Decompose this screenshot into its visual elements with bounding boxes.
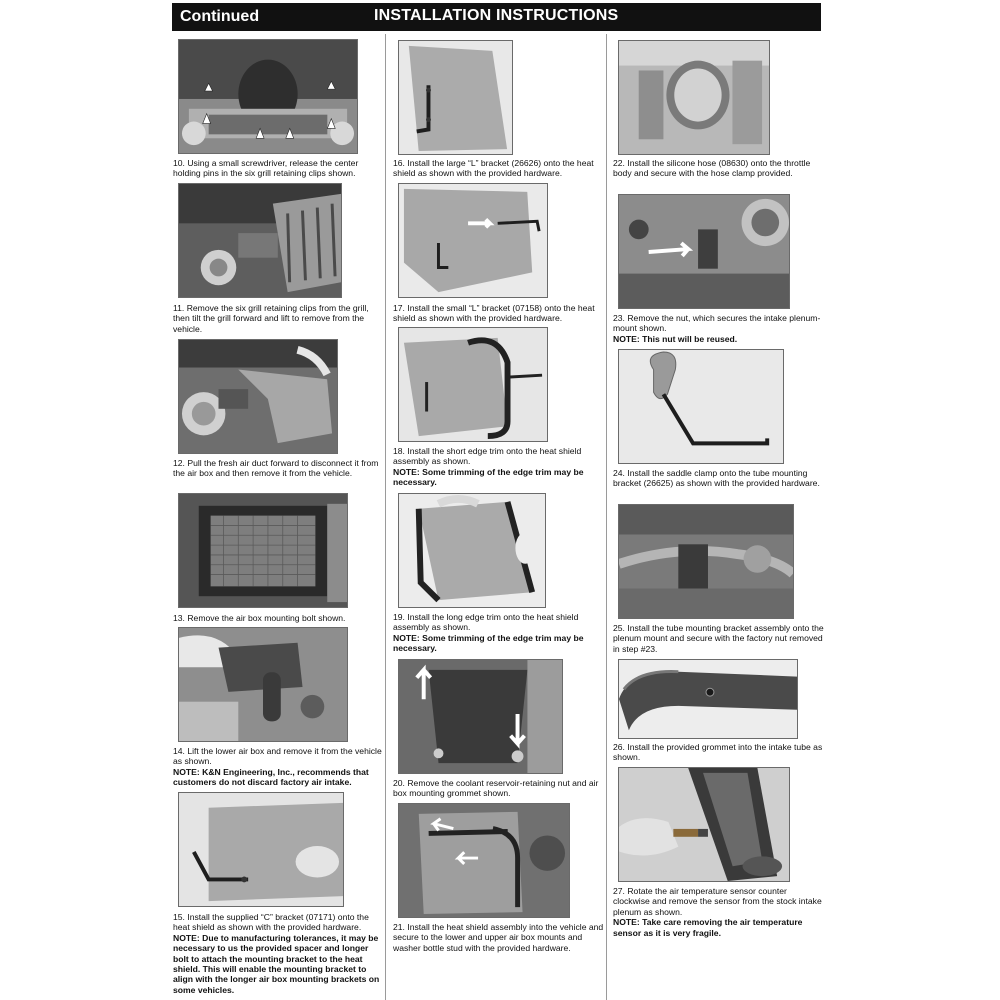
continued-label: Continued: [180, 8, 260, 25]
step-12-text: 12. Pull the fresh air duct forward to disconnect it from the air box and then remove it from the vehicle.: [173, 458, 379, 479]
step-22-photo: [618, 40, 770, 155]
step-23-photo: [618, 194, 790, 309]
step-26-caption: [613, 742, 825, 763]
step-14-photo: [178, 627, 348, 742]
step-18-text: 18. Install the short edge trim onto the heat shield assembly as shown.: [393, 446, 582, 467]
step-18-caption: [393, 446, 605, 488]
step-19-note: NOTE: Some trimming of the edge trim may be necessary.: [393, 632, 584, 654]
step-27-text: 27. Rotate the air temperature sensor counter clockwise and remove the sensor from the stock intake plenum as shown.: [613, 886, 822, 917]
step-24-caption: [613, 468, 825, 489]
step-19-photo: [398, 493, 546, 608]
step-13-photo: [178, 493, 348, 608]
step-19-text: 19. Install the long edge trim onto the heat shield assembly as shown.: [393, 612, 579, 633]
step-11-caption: [173, 303, 385, 334]
step-16-text: 16. Install the large “L” bracket (26626) onto the heat shield as shown with the provided hardware.: [393, 158, 594, 179]
step-15-text: 15. Install the supplied “C” bracket (07171) onto the heat shield as shown with the provided hardware.: [173, 912, 369, 933]
step-12-photo: [178, 339, 338, 454]
step-17-caption: [393, 303, 605, 324]
step-22-caption: [613, 158, 825, 179]
step-15-note: NOTE: Due to manufacturing tolerances, it may be necessary to us the provided spacer and longer bolt to attach the mounting bracket to the heat shield. This will enable the mounting bracket to align with the longer air box mounting brackets on some vehicles.: [173, 932, 380, 995]
step-21-caption: [393, 922, 605, 953]
step-23-note: NOTE: This nut will be reused.: [613, 333, 738, 344]
column-divider: [606, 34, 607, 1000]
step-26-photo: [618, 659, 798, 739]
step-25-text: 25. Install the tube mounting bracket assembly onto the plenum mount and secure with the factory nut removed in step #23.: [613, 623, 824, 654]
step-16-caption: [393, 158, 605, 179]
step-25-photo: [618, 504, 794, 619]
step-10-caption: [173, 158, 385, 179]
step-16-photo: [398, 40, 513, 155]
step-17-text: 17. Install the small “L” bracket (07158) onto the heat shield as shown with the provided hardware.: [393, 303, 595, 324]
column-divider: [385, 34, 386, 1000]
step-25-caption: [613, 623, 825, 654]
step-11-text: 11. Remove the six grill retaining clips from the grill, then tilt the grill forward and lift to remove from the vehicle.: [173, 303, 369, 334]
step-20-text: 20. Remove the coolant reservoir-retaining nut and air box mounting grommet shown.: [393, 778, 599, 799]
step-13-caption: [173, 613, 385, 623]
step-14-text: 14. Lift the lower air box and remove it from the vehicle as shown.: [173, 746, 382, 767]
step-18-note: NOTE: Some trimming of the edge trim may be necessary.: [393, 466, 584, 488]
step-22-text: 22. Install the silicone hose (08630) onto the throttle body and secure with the hose clamp provided.: [613, 158, 811, 179]
step-26-text: 26. Install the provided grommet into the intake tube as shown.: [613, 742, 823, 763]
header-bar: [172, 3, 821, 31]
step-10-photo: [178, 39, 358, 154]
step-14-caption: [173, 746, 385, 788]
step-20-caption: [393, 778, 605, 799]
step-24-text: 24. Install the saddle clamp onto the tube mounting bracket (26625) as shown with the provided hardware.: [613, 468, 820, 489]
step-21-text: 21. Install the heat shield assembly into the vehicle and secure to the lower and upper air box mounts and washer bottle stud with the provided hardware.: [393, 922, 604, 953]
step-15-photo: [178, 792, 344, 907]
step-23-text: 23. Remove the nut, which secures the intake plenum-mount shown.: [613, 313, 821, 334]
step-24-photo: [618, 349, 784, 464]
step-14-note: NOTE: K&N Engineering, Inc., recommends that customers do not discard factory air intake.: [173, 766, 369, 788]
step-19-caption: [393, 612, 605, 654]
step-21-photo: [398, 803, 570, 918]
step-13-text: 13. Remove the air box mounting bolt shown.: [173, 613, 346, 623]
step-15-caption: [173, 912, 385, 995]
step-10-text: 10. Using a small screwdriver, release the center holding pins in the six grill retaining clips shown.: [173, 158, 359, 179]
step-18-photo: [398, 327, 548, 442]
step-27-photo: [618, 767, 790, 882]
step-12-caption: [173, 458, 385, 479]
step-27-caption: [613, 886, 825, 938]
step-23-caption: [613, 313, 825, 344]
page-title: INSTALLATION INSTRUCTIONS: [374, 7, 619, 24]
step-27-note: NOTE: Take care removing the air temperature sensor as it is very fragile.: [613, 917, 803, 938]
step-17-photo: [398, 183, 548, 298]
step-11-photo: [178, 183, 342, 298]
step-20-photo: [398, 659, 563, 774]
